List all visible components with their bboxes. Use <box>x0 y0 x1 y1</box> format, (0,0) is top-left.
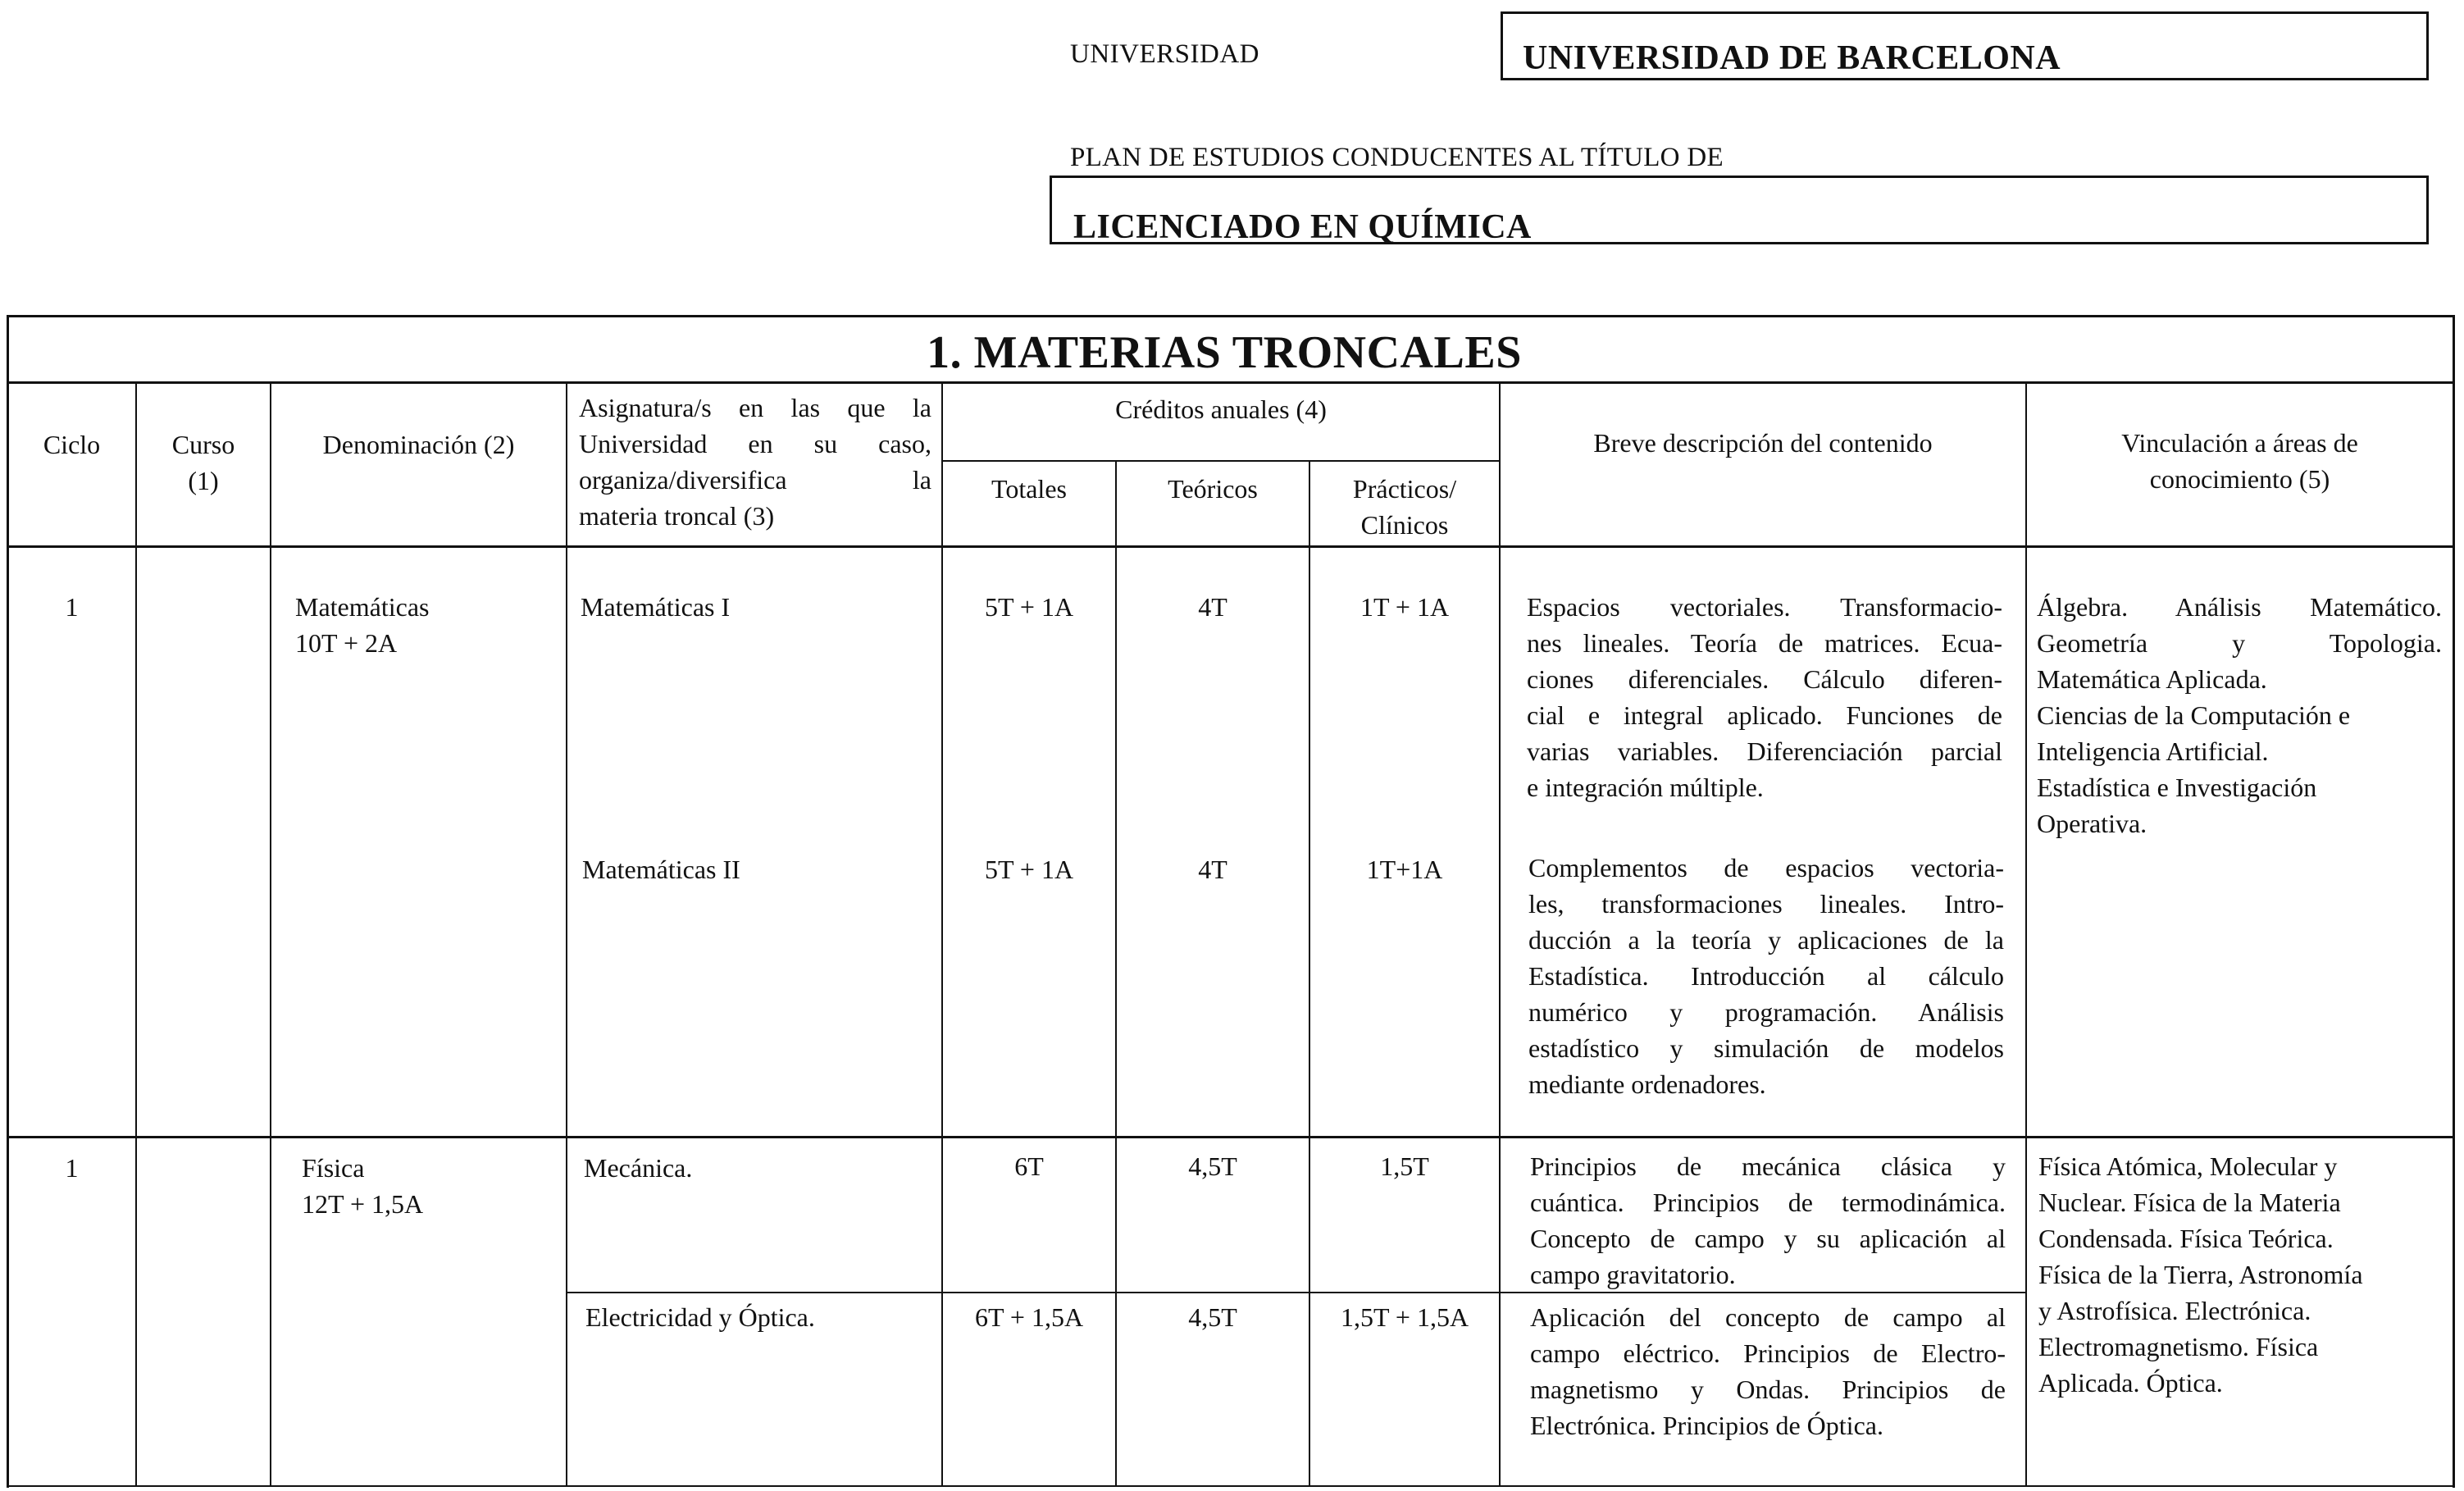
denominacion-cell <box>302 1150 564 1222</box>
vinculacion-line: Estadística e Investigación <box>2037 773 2317 802</box>
teoricos-cell: 4,5T <box>1188 1151 1237 1181</box>
vinculacion-line: Aplicada. Óptica. <box>2038 1368 2223 1398</box>
totales-cell: 6T <box>1014 1151 1044 1181</box>
vinculacion-line: Operativa. <box>2037 809 2147 838</box>
descripcion-line: mediante ordenadores. <box>1528 1069 1766 1099</box>
descripcion-line: estadístico y simulación de modelos <box>1528 1033 2004 1063</box>
col-header-descripcion: Breve descripción del contenido <box>1593 428 1933 458</box>
descripcion-line: Espacios vectoriales. Transformacio- <box>1527 592 2002 622</box>
col-header-asignatura-line3: organiza/diversifica la <box>579 465 931 495</box>
vinculacion-line: Matemática Aplicada. <box>2037 664 2267 694</box>
denominacion-name: Matemáticas <box>295 592 430 622</box>
col-header-curso-line2: (1) <box>188 466 219 495</box>
col-header-asignatura-line4: materia troncal (3) <box>579 501 775 531</box>
col-header-creditos: Créditos anuales (4) <box>1115 394 1327 424</box>
descripcion-line: nes lineales. Teoría de matrices. Ecua- <box>1527 628 2002 658</box>
descripcion-line: campo gravitatorio. <box>1530 1260 1736 1289</box>
teoricos-cell: 4,5T <box>1188 1302 1237 1332</box>
universidad-box <box>1501 11 2429 80</box>
universidad-label: UNIVERSIDAD <box>1070 39 1259 69</box>
vinculacion-line: Geometría y Topologia. <box>2037 628 2442 658</box>
col-header-practicos <box>1310 471 1499 543</box>
col-header-teoricos: Teóricos <box>1168 474 1258 504</box>
vinculacion-cell <box>2038 1148 2444 1401</box>
totales-cell: 5T + 1A <box>984 855 1074 884</box>
col-header-practicos-line2: Clínicos <box>1360 510 1449 540</box>
ciclo-cell: 1 <box>65 1153 79 1183</box>
practicos-cell: 1T+1A <box>1366 855 1443 884</box>
vinculacion-line: Condensada. Física Teórica. <box>2038 1224 2334 1253</box>
practicos-cell: 1T + 1A <box>1360 592 1450 622</box>
descripcion-line: les, transformaciones lineales. Intro- <box>1528 889 2004 919</box>
vinculacion-line: Física Atómica, Molecular y <box>2038 1151 2338 1181</box>
asignatura-cell: Matemáticas II <box>582 855 740 884</box>
universidad-name: UNIVERSIDAD DE BARCELONA <box>1523 39 2061 77</box>
descripcion-line: ducción a la teoría y aplicaciones de la <box>1528 925 2004 955</box>
descripcion-cell <box>1528 850 2004 1102</box>
descripcion-line: Principios de mecánica clásica y <box>1530 1151 2006 1181</box>
vinculacion-line: Ciencias de la Computación e <box>2037 700 2351 730</box>
vinculacion-cell <box>2037 589 2442 841</box>
titulo-text: LICENCIADO EN QUÍMICA <box>1073 208 1532 246</box>
descripcion-cell <box>1530 1148 2006 1293</box>
totales-cell: 6T + 1,5A <box>974 1302 1084 1332</box>
vinculacion-line: Inteligencia Artificial. <box>2037 736 2269 766</box>
ciclo-cell: 1 <box>65 592 79 622</box>
descripcion-line: Electrónica. Principios de Óptica. <box>1530 1411 1883 1440</box>
practicos-cell: 1,5T <box>1380 1151 1429 1181</box>
vinculacion-line: y Astrofísica. Electrónica. <box>2038 1296 2311 1325</box>
denominacion-credits: 10T + 2A <box>295 628 398 658</box>
descripcion-line: campo eléctrico. Principios de Electro- <box>1530 1338 2006 1368</box>
descripcion-line: ciones diferenciales. Cálculo diferen- <box>1527 664 2002 694</box>
descripcion-line: Concepto de campo y su aplicación al <box>1530 1224 2006 1253</box>
col-header-denominacion: Denominación (2) <box>322 430 515 459</box>
col-header-vinculacion-line1: Vinculación a áreas de <box>2121 428 2358 458</box>
teoricos-cell: 4T <box>1198 592 1227 622</box>
descripcion-line: cuántica. Principios de termodinámica. <box>1530 1188 2006 1217</box>
vinculacion-line: Electromagnetismo. Física <box>2038 1332 2319 1361</box>
col-header-vinculacion <box>2027 425 2453 497</box>
col-header-asignatura-line2: Universidad en su caso, <box>579 429 931 458</box>
descripcion-line: numérico y programación. Análisis <box>1528 997 2004 1027</box>
asignatura-cell: Mecánica. <box>584 1153 693 1183</box>
teoricos-cell: 4T <box>1198 855 1227 884</box>
asignatura-cell: Matemáticas I <box>581 592 731 622</box>
denominacion-name: Física <box>302 1153 365 1183</box>
vinculacion-line: Álgebra. Análisis Matemático. <box>2037 592 2442 622</box>
denominacion-cell <box>295 589 558 661</box>
denominacion-credits: 12T + 1,5A <box>302 1189 424 1219</box>
descripcion-line: Estadística. Introducción al cálculo <box>1528 961 2004 991</box>
col-header-asignatura-line1: Asignatura/s en las que la <box>579 393 931 422</box>
plan-label: PLAN DE ESTUDIOS CONDUCENTES AL TÍTULO DE <box>1070 143 1724 172</box>
col-header-curso-line1: Curso <box>171 430 235 459</box>
col-header-ciclo: Ciclo <box>43 430 101 459</box>
totales-cell: 5T + 1A <box>984 592 1074 622</box>
col-header-practicos-line1: Prácticos/ <box>1352 474 1457 504</box>
descripcion-cell <box>1527 589 2002 805</box>
section-title: 1. MATERIAS TRONCALES <box>927 327 1522 378</box>
vinculacion-line: Nuclear. Física de la Materia <box>2038 1188 2341 1217</box>
practicos-cell: 1,5T + 1,5A <box>1340 1302 1469 1332</box>
descripcion-cell <box>1530 1299 2006 1443</box>
col-header-totales: Totales <box>991 474 1067 504</box>
descripcion-line: cial e integral aplicado. Funciones de <box>1527 700 2002 730</box>
asignatura-cell: Electricidad y Óptica. <box>585 1302 815 1332</box>
descripcion-line: varias variables. Diferenciación parcial <box>1527 736 2002 766</box>
vinculacion-line: Física de la Tierra, Astronomía <box>2038 1260 2363 1289</box>
titulo-box <box>1050 176 2429 244</box>
col-header-vinculacion-line2: conocimiento (5) <box>2149 464 2330 494</box>
col-header-curso <box>137 426 270 499</box>
descripcion-line: Aplicación del concepto de campo al <box>1530 1302 2006 1332</box>
col-header-asignatura <box>579 390 931 534</box>
descripcion-line: Complementos de espacios vectoria- <box>1528 853 2004 882</box>
descripcion-line: magnetismo y Ondas. Principios de <box>1530 1375 2006 1404</box>
descripcion-line: e integración múltiple. <box>1527 773 1764 802</box>
